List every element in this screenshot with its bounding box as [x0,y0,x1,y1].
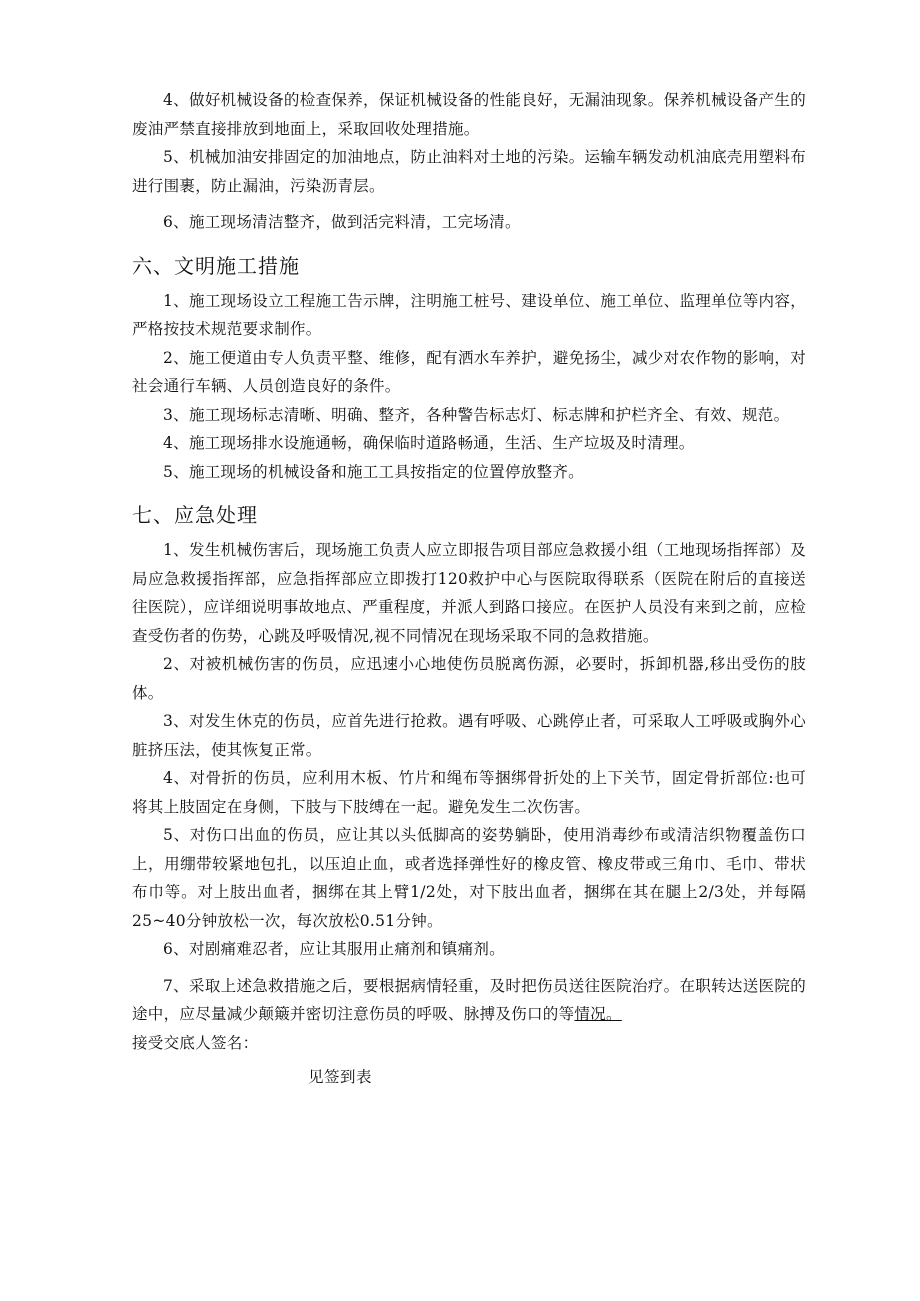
section7-item-1: 1、发生机械伤害后，现场施工负责人应立即报告项目部应急救援小组（工地现场指挥部）及局应急救援指挥部，应急指挥部应立即拨打120救护中心与医院取得联系（医院在附后的直接送往医院），应详细说明事故地点、严重程度，并派人到路口接应。在医护人员没有来到之前，应检查受伤者的伤势，心跳及呼吸情况,视不同情况在现场采取不同的急救措施。 [132,541,806,645]
section7-item-3: 3、对发生休克的伤员，应首先进行抢救。遇有呼吸、心跳停止者，可采取人工呼吸或胸外心脏挤压法，使其恢复正常。 [132,712,806,759]
section7-item-7-underlined: 情况。 [574,1005,622,1023]
section5-item-5: 5、机械加油安排固定的加油地点，防止油料对土地的污染。运输车辆发动机油底壳用塑料布进行围裹，防止漏油，污染沥青层。 [132,148,806,195]
signature-value: 见签到表 [308,1067,373,1086]
section7-item-5: 5、对伤口出血的伤员，应让其以头低脚高的姿势躺卧，使用消毒纱布或清洁织物覆盖伤口上，用绷带较紧地包扎，以压迫止血，或者选择弹性好的橡皮管、橡皮带或三角巾、毛巾、带状布巾等。对上肢出血者，捆绑在其上臂1/2处，对下肢出血者，捆绑在其在腿上2/3处，并每隔25~40分钟放松一次，每次放松0.51分钟。 [132,826,806,930]
document-page [132,86,806,1091]
section6-item-3: 3、施工现场标志清晰、明确、整齐，各种警告标志灯、标志牌和护栏齐全、有效、规范。 [163,405,790,424]
section7-item-4: 4、对骨折的伤员，应利用木板、竹片和绳布等捆绑骨折处的上下关节，固定骨折部位:也可将其上肢固定在身侧，下肢与下肢缚在一起。避免发生二次伤害。 [132,769,806,816]
section7-item-7 [132,972,806,1029]
signature-label: 接受交底人签名： [132,1033,259,1052]
section7-item-7-text: 7、采取上述急救措施之后，要根据病情轻重，及时把伤员送往医院治疗。在职转达送医院的途中，应尽量减少颠簸并密切注意伤员的呼吸、脉搏及伤口的等 [132,976,806,1023]
section7-item-6: 6、对剧痛难忍者，应让其服用止痛剂和镇痛剂。 [163,940,505,958]
section6-item-4: 4、施工现场排水设施通畅，确保临时道路畅通，生活、生产垃圾及时清理。 [163,434,695,452]
section6-heading: 六、文明施工措施 [132,253,300,278]
section6-item-5: 5、施工现场的机械设备和施工工具按指定的位置停放整齐。 [163,462,584,481]
section6-item-1: 1、施工现场设立工程施工告示牌，注明施工桩号、建设单位、施工单位、监理单位等内容，严格按技术规范要求制作。 [132,291,806,338]
section5-item-6: 6、施工现场清洁整齐，做到活完料清，工完场清。 [163,213,521,231]
section7-heading: 七、应急处理 [132,503,258,527]
section7-item-2: 2、对被机械伤害的伤员，应迅速小心地使伤员脱离伤源，必要时，拆卸机器,移出受伤的肢体。 [132,655,806,702]
section5-item-4: 4、做好机械设备的检查保养，保证机械设备的性能良好，无漏油现象。保养机械设备产生的废油严禁直接排放到地面上，采取回收处理措施。 [132,91,806,138]
section6-item-2: 2、施工便道由专人负责平整、维修，配有洒水车养护，避免扬尘，减少对农作物的影响，对社会通行车辆、人员创造良好的条件。 [132,348,806,395]
